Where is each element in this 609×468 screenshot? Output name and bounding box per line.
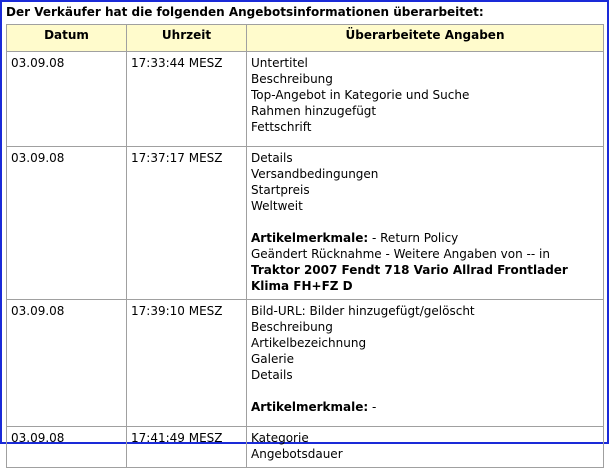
change-item: Untertitel [251, 56, 308, 70]
changed-item-title: Traktor 2007 Fendt 718 Vario Allrad Frontlader Klima FH+FZ D [251, 263, 568, 293]
column-header-changes: Überarbeitete Angaben [247, 25, 604, 52]
changes-cell [247, 300, 604, 427]
features-text: - [368, 400, 377, 414]
changed-line [251, 246, 599, 294]
change-item: Beschreibung [251, 72, 333, 86]
features-line [251, 230, 599, 246]
table-row [7, 300, 604, 427]
column-header-date: Datum [7, 25, 127, 52]
time-cell: 17:33:44 MESZ [127, 52, 247, 147]
change-item: Rahmen hinzugefügt [251, 104, 377, 118]
spacer [251, 214, 599, 230]
time-cell: 17:41:49 MESZ [127, 427, 247, 468]
features-label: Artikelmerkmale: [251, 400, 369, 414]
spacer [251, 383, 599, 399]
table-row [7, 147, 604, 300]
date-cell: 03.09.08 [7, 52, 127, 147]
change-item: Fettschrift [251, 120, 312, 134]
revision-table [6, 24, 604, 468]
time-cell: 17:37:17 MESZ [127, 147, 247, 300]
change-item: Beschreibung [251, 320, 333, 334]
features-label: Artikelmerkmale: [251, 231, 369, 245]
change-item: Kategorie [251, 431, 309, 445]
date-cell: 03.09.08 [7, 300, 127, 427]
change-item: Galerie [251, 352, 295, 366]
table-row [7, 427, 604, 468]
column-header-time: Uhrzeit [127, 25, 247, 52]
change-item: Details [251, 151, 293, 165]
time-cell: 17:39:10 MESZ [127, 300, 247, 427]
change-item: Angebotsdauer [251, 447, 343, 461]
changes-cell [247, 147, 604, 300]
revision-heading: Der Verkäufer hat die folgenden Angebotsinformationen überarbeitet: [6, 5, 484, 19]
date-cell: 03.09.08 [7, 147, 127, 300]
table-row [7, 52, 604, 147]
change-item: Versandbedingungen [251, 167, 379, 181]
changes-cell [247, 52, 604, 147]
change-item: Artikelbezeichnung [251, 336, 367, 350]
changed-text: Geändert Rücknahme - Weitere Angaben von -- in [251, 247, 550, 261]
change-item: Startpreis [251, 183, 310, 197]
change-item: Details [251, 368, 293, 382]
change-item: Top-Angebot in Kategorie und Suche [251, 88, 470, 102]
change-item: Weltweit [251, 199, 303, 213]
change-item: Bild-URL: Bilder hinzugefügt/gelöscht [251, 304, 475, 318]
table-header-row [7, 25, 604, 52]
date-cell: 03.09.08 [7, 427, 127, 468]
changes-cell [247, 427, 604, 468]
features-text: - Return Policy [368, 231, 459, 245]
features-line [251, 399, 599, 415]
